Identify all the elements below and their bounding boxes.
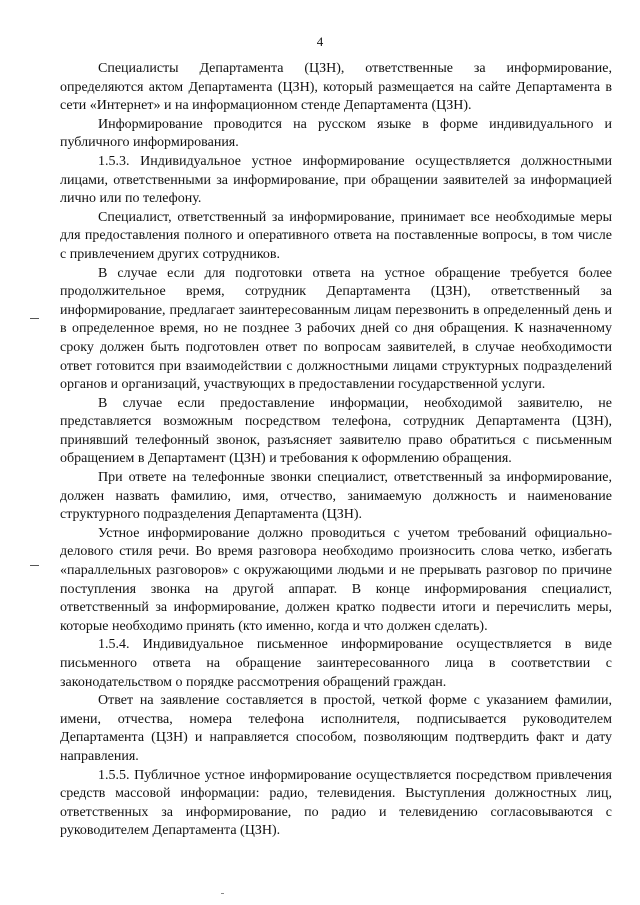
margin-mark	[30, 565, 39, 566]
scan-dot	[221, 893, 224, 894]
paragraph: Специалисты Департамента (ЦЗН), ответственные за информирование, определяются актом Департамента (ЦЗН), который размещается на сайте Департамента в сети «Интернет» и на информационном стенде Департамента (ЦЗН).	[60, 61, 612, 114]
paragraph: Ответ на заявление составляется в простой, четкой форме с указанием фамилии, имени, отчества, номера телефона исполнителя, подписывается руководителем Департамента (ЦЗН) и направляется способом, позволяющим подтвердить факт и дату направления.	[60, 693, 612, 764]
paragraph: В случае если предоставление информации, необходимой заявителю, не представляется возможным посредством телефона, сотрудник Департамента (ЦЗН), принявший телефонный звонок, разъясняет заявителю право обратиться с письменным обращением в Департамент (ЦЗН) и требования к оформлению обращения.	[60, 395, 612, 467]
paragraph: Специалист, ответственный за информирование, принимает все необходимые меры для предоставления полного и оперативного ответа на поставленные вопросы, в том числе с привлечением других сотрудников.	[60, 209, 612, 262]
page-number: 4	[316, 34, 324, 49]
paragraph: 1.5.4. Индивидуальное письменное информирование осуществляется в виде письменного ответа на обращение заинтересованного лица в соответствии с законодательством о порядке рассмотрения обращений граждан.	[60, 637, 612, 690]
margin-mark	[30, 318, 39, 319]
paragraph: Информирование проводится на русском языке в форме индивидуального и публичного информирования.	[60, 116, 612, 151]
paragraph: В случае если для подготовки ответа на устное обращение требуется более продолжительное время, сотрудник Департамента (ЦЗН), ответственный за информирование, предлагает заинтересованным лицам перезвонить в определенный день и в определенное время, но не позднее 3 рабочих дней со дня обращения. К назначенному сроку должен быть подготовлен ответ по вопросам заявителей, в случае необходимости ответ готовится при взаимодействии с должностными лицами структурных подразделений органов и организаций, участвующих в предоставлении государственной услуги.	[60, 265, 612, 393]
paragraph: 1.5.5. Публичное устное информирование осуществляется посредством привлечения средств массовой информации: радио, телевидения. Выступления должностных лиц, ответственных за информирование, по радио и телевидению согласовываются с руководителем Департамента (ЦЗН).	[60, 767, 612, 839]
paragraph: 1.5.3. Индивидуальное устное информирование осуществляется должностными лицами, ответственными за информирование, при обращении заявителей за информацией лично или по телефону.	[60, 153, 612, 207]
paragraph: Устное информирование должно проводиться с учетом требований официально-делового стиля речи. Во время разговора необходимо произносить слова четко, избегать «параллельных разговоров» с окружающими людьми и не прерывать разговор по причине поступления звонка на другой аппарат. В конце информирования специалист, ответственный за информирование, должен кратко подвести итоги и перечислить меры, которые необходимо принять (кто именно, когда и что должен сделать).	[60, 525, 612, 634]
paragraph: При ответе на телефонные звонки специалист, ответственный за информирование, должен назвать фамилию, имя, отчество, занимаемую должность и наименование структурного подразделения Департамента (ЦЗН).	[60, 470, 612, 523]
document-body	[60, 60, 612, 841]
